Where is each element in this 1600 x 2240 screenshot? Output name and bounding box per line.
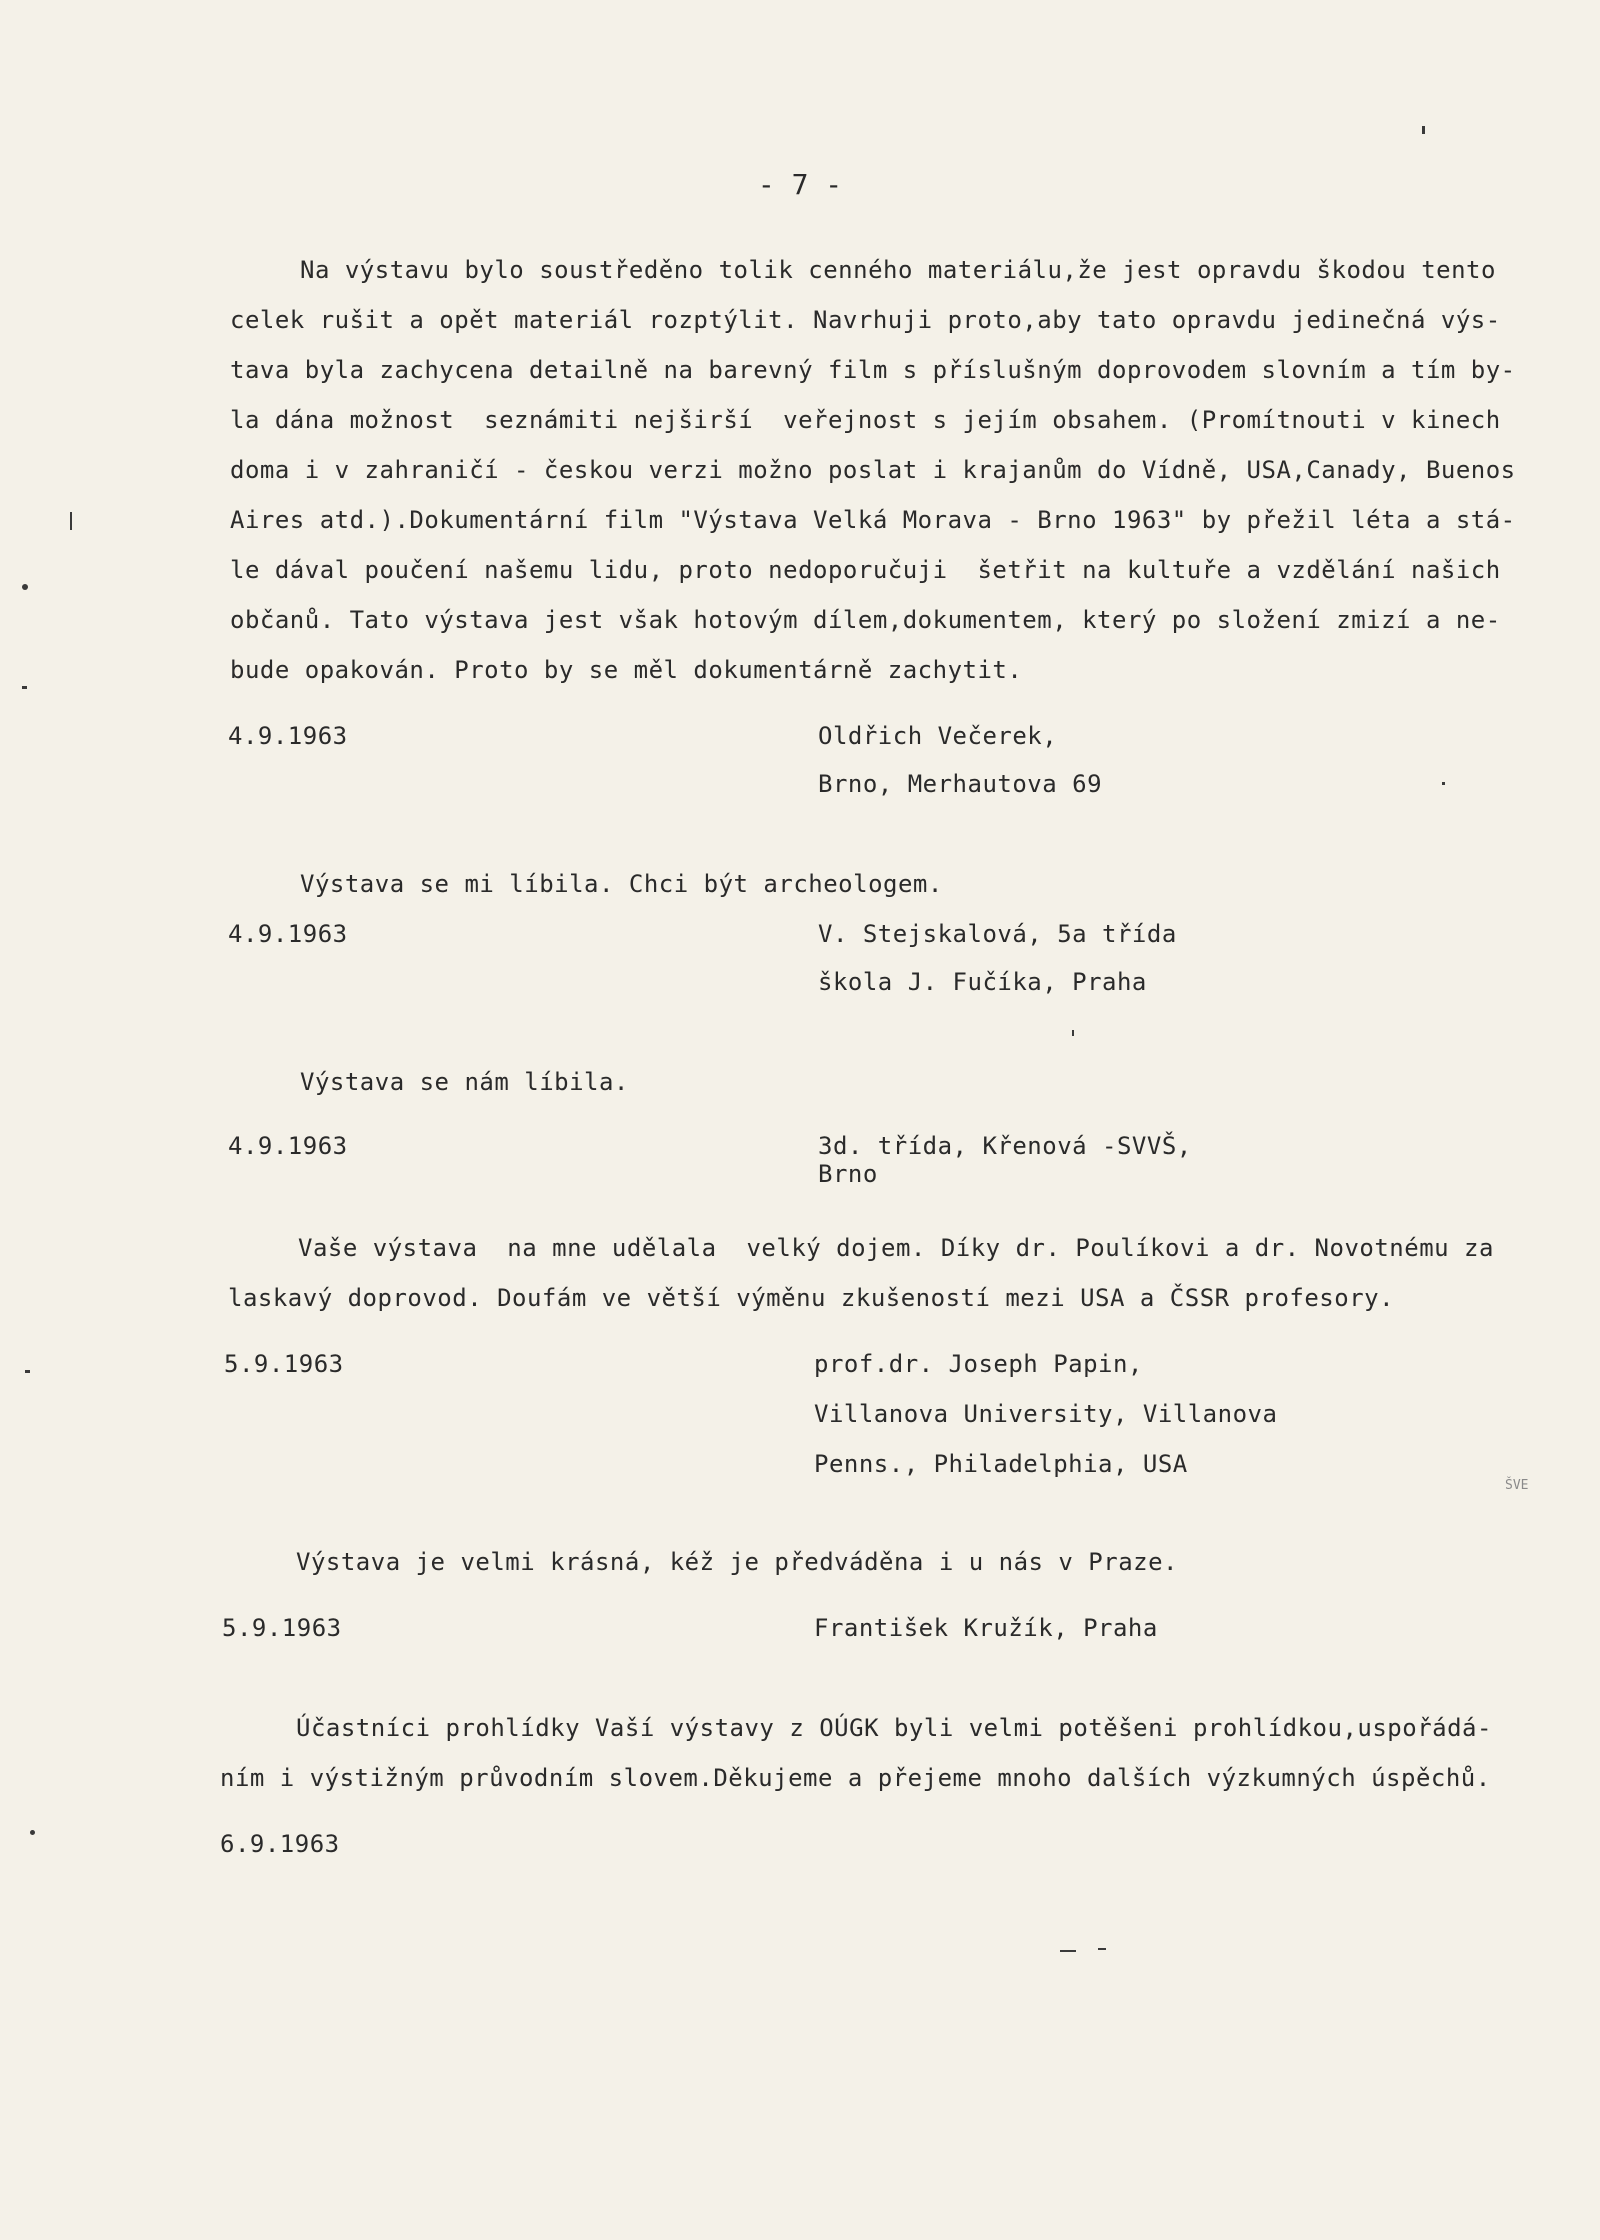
entry-1-line-5: doma i v zahraničí - českou verzi možno poslat i krajanům do Vídně, USA,Canady, Buenos [230, 456, 1516, 484]
entry-1-line-2: celek rušit a opět materiál rozptýlit. Navrhuji proto,aby tato opravdu jedinečná výs- [230, 306, 1501, 334]
entry-1-line-6: Aires atd.).Dokumentární film "Výstava Velká Morava - Brno 1963" by přežil léta a stá- [230, 506, 1516, 534]
entry-4-line-1: Vaše výstava na mne udělala velký dojem. Díky dr. Poulíkovi a dr. Novotnému za [298, 1234, 1494, 1262]
scan-speck [70, 512, 72, 530]
scan-speck [30, 1830, 35, 1835]
entry-4-signature-2: Villanova University, Villanova [814, 1400, 1278, 1428]
entry-1-signature-2: Brno, Merhautova 69 [818, 770, 1103, 798]
entry-1-line-7: le dával poučení našemu lidu, proto nedoporučuji šetřit na kultuře a vzdělání našich [230, 556, 1501, 584]
entry-6-line-2: ním i výstižným průvodním slovem.Děkujeme a přejeme mnoho dalších výzkumných úspěchů. [220, 1764, 1491, 1792]
page-number: - 7 - [757, 168, 843, 201]
scan-speck [1060, 1950, 1076, 1952]
entry-5-signature-1: František Kružík, Praha [814, 1614, 1158, 1642]
entry-2-date: 4.9.1963 [228, 920, 348, 948]
entry-4-line-2: laskavý doprovod. Doufám ve větší výměnu zkušeností mezi USA a ČSSR profesory. [228, 1284, 1395, 1312]
entry-1-line-4: la dána možnost seznámiti nejširší veřejnost s jejím obsahem. (Promítnouti v kinech [230, 406, 1501, 434]
entry-4-signature-3: Penns., Philadelphia, USA [814, 1450, 1188, 1478]
entry-3-date: 4.9.1963 [228, 1132, 348, 1160]
entry-4-date: 5.9.1963 [224, 1350, 344, 1378]
entry-2-line-1: Výstava se mi líbila. Chci být archeologem. [300, 870, 943, 898]
entry-4-signature-1: prof.dr. Joseph Papin, [814, 1350, 1143, 1378]
scan-speck [1098, 1948, 1106, 1950]
entry-1-line-8: občanů. Tato výstava jest však hotovým dílem,dokumentem, který po složení zmizí a ne- [230, 606, 1501, 634]
scan-speck [22, 686, 27, 689]
entry-1-date: 4.9.1963 [228, 722, 348, 750]
scan-speck [1422, 126, 1425, 134]
entry-6-line-1: Účastníci prohlídky Vaší výstavy z OÚGK byli velmi potěšeni prohlídkou,uspořádá- [296, 1714, 1492, 1742]
scan-speck [22, 584, 28, 590]
scan-speck [1442, 782, 1445, 785]
entry-1-line-1: Na výstavu bylo soustředěno tolik cenného materiálu,že jest opravdu škodou tento [300, 256, 1496, 284]
scan-speck [25, 1370, 30, 1373]
entry-2-signature-2: škola J. Fučíka, Praha [818, 968, 1147, 996]
entry-3-signature-1: 3d. třída, Křenová -SVVŠ, [818, 1132, 1192, 1160]
entry-5-line-1: Výstava je velmi krásná, kéž je předváděna i u nás v Praze. [296, 1548, 1179, 1576]
entry-2-signature-1: V. Stejskalová, 5a třída [818, 920, 1177, 948]
entry-5-date: 5.9.1963 [222, 1614, 342, 1642]
entry-3-signature-2: Brno [818, 1160, 878, 1188]
scan-speck [1072, 1030, 1074, 1036]
entry-6-date: 6.9.1963 [220, 1830, 340, 1858]
entry-1-signature-1: Oldřich Večerek, [818, 722, 1058, 750]
entry-1-line-3: tava byla zachycena detailně na barevný film s příslušným doprovodem slovním a tím by- [230, 356, 1516, 384]
margin-stamp: ŠVE [1505, 1478, 1529, 1493]
entry-3-line-1: Výstava se nám líbila. [300, 1068, 629, 1096]
entry-1-line-9: bude opakován. Proto by se měl dokumentárně zachytit. [230, 656, 1023, 684]
